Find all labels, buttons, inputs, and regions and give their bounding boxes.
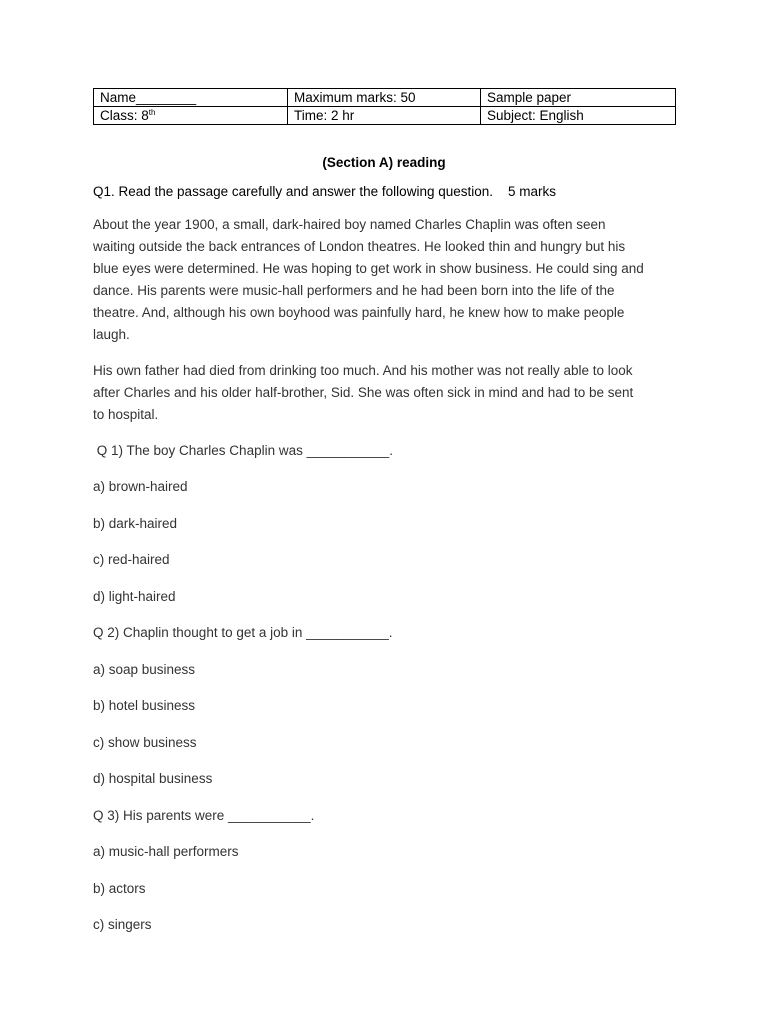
- header-row: [94, 89, 676, 107]
- passage-line: dance. His parents were music-hall performers and he had been born into the life of the: [93, 283, 615, 298]
- subject-field: Subject: English: [481, 107, 676, 125]
- question-1: Q 1) The boy Charles Chaplin was ___________.: [93, 443, 393, 458]
- class-field: [94, 107, 288, 125]
- option-3b: b) actors: [93, 881, 146, 896]
- option-2d: d) hospital business: [93, 771, 213, 786]
- option-2a: a) soap business: [93, 662, 196, 677]
- header-row: [94, 107, 676, 125]
- option-1b: b) dark-haired: [93, 516, 178, 531]
- passage-line: theatre. And, although his own boyhood was painfully hard, he knew how to make people: [93, 305, 625, 320]
- question-2: Q 2) Chaplin thought to get a job in ___________.: [93, 625, 393, 640]
- option-2b: b) hotel business: [93, 698, 196, 713]
- passage-paragraph-1: [93, 214, 683, 346]
- option-1c: c) red-haired: [93, 552, 170, 567]
- header-table: [93, 88, 676, 125]
- class-suffix: th: [148, 108, 156, 117]
- maximum-marks: Maximum marks: 50: [288, 89, 481, 107]
- option-1d: d) light-haired: [93, 589, 176, 604]
- passage-line: waiting outside the back entrances of London theatres. He looked thin and hungry but his: [93, 239, 626, 254]
- passage-line: About the year 1900, a small, dark-haired boy named Charles Chaplin was often seen: [93, 217, 606, 232]
- name-field: Name________: [94, 89, 288, 107]
- option-3c: c) singers: [93, 917, 152, 932]
- time-field: Time: 2 hr: [288, 107, 481, 125]
- passage-line: laugh.: [93, 327, 130, 342]
- passage-line: His own father had died from drinking too much. And his mother was not really able to look: [93, 363, 633, 378]
- option-3a: a) music-hall performers: [93, 844, 239, 859]
- question-3: Q 3) His parents were ___________.: [93, 808, 315, 823]
- section-title: (Section A) reading: [322, 155, 446, 170]
- option-1a: a) brown-haired: [93, 479, 188, 494]
- question-heading: Q1. Read the passage carefully and answer the following question. 5 marks: [93, 184, 557, 199]
- class-label: Class: 8: [100, 108, 149, 123]
- passage-line: after Charles and his older half-brother, Sid. She was often sick in mind and had to be sent: [93, 385, 634, 400]
- option-2c: c) show business: [93, 735, 197, 750]
- passage-line: blue eyes were determined. He was hoping to get work in show business. He could sing and: [93, 261, 644, 276]
- passage-paragraph-2: [93, 360, 683, 426]
- paper-type: Sample paper: [481, 89, 676, 107]
- passage-line: to hospital.: [93, 407, 159, 422]
